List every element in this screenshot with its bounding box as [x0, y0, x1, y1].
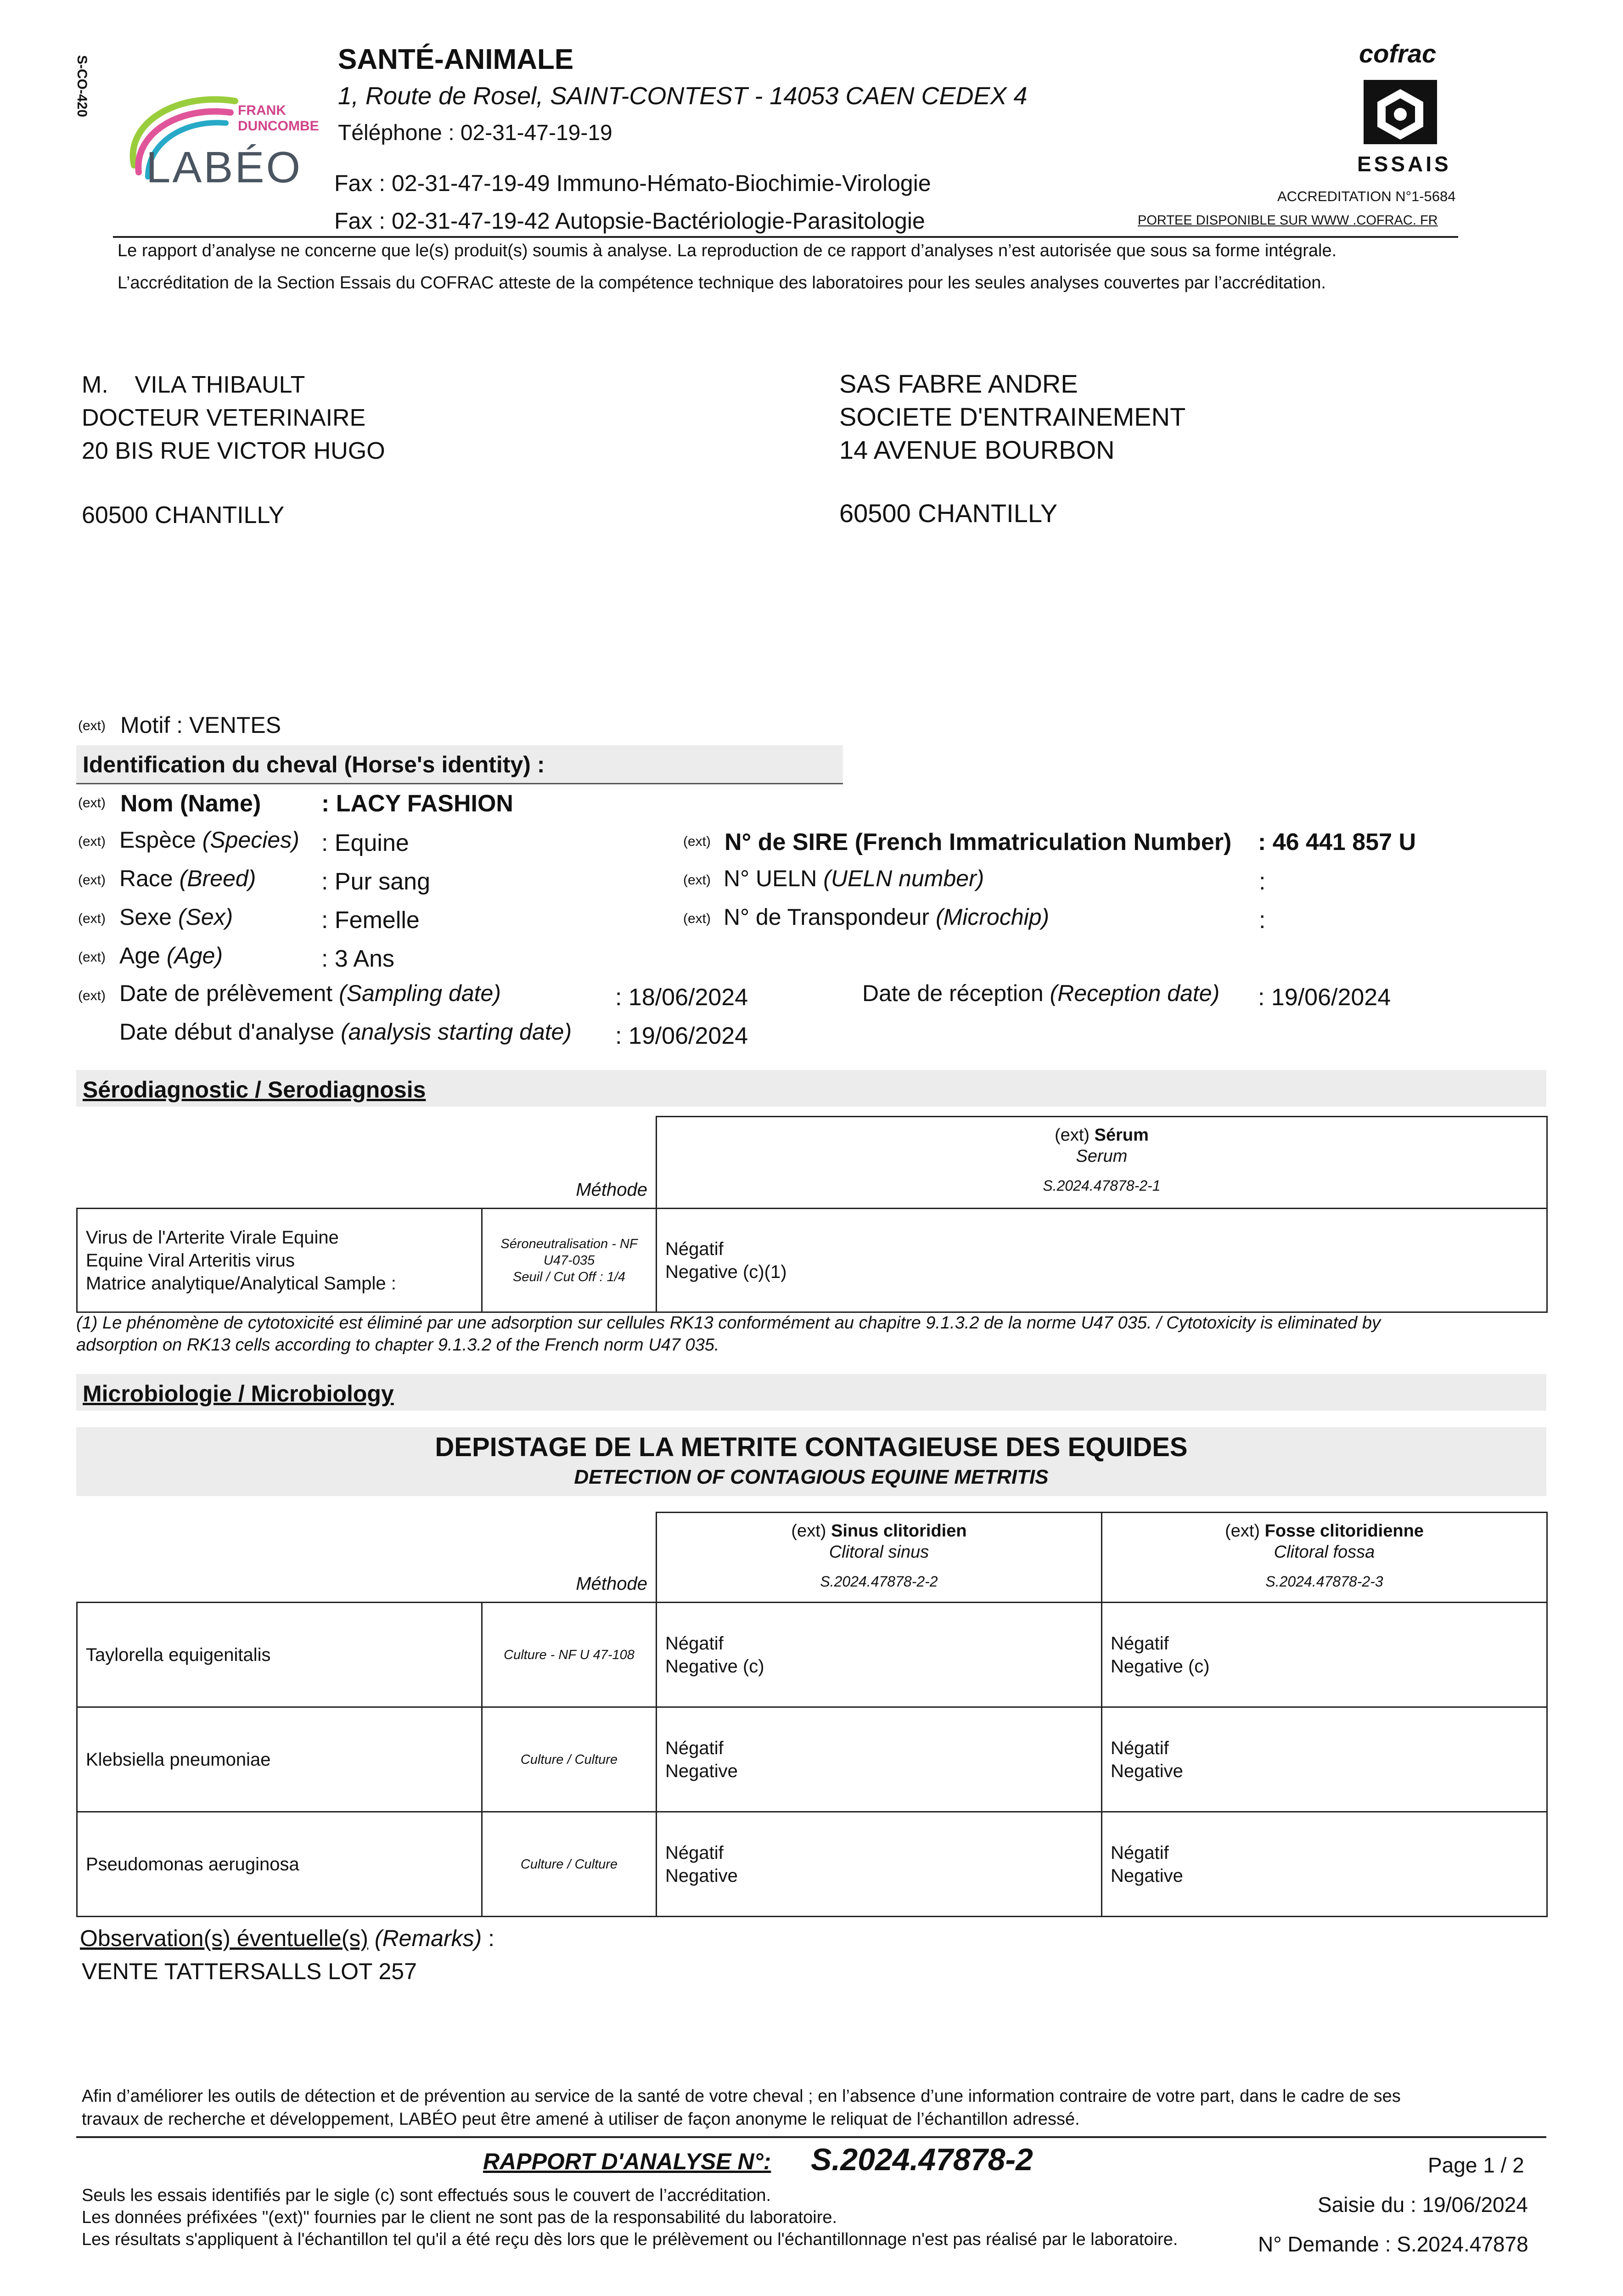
micro-row-method: Culture - NF U 47-108 — [482, 1603, 657, 1707]
remarks-colon: : — [482, 1925, 495, 1951]
vet-address — [82, 368, 385, 532]
result-en: Negative — [665, 1761, 738, 1781]
micro-row-method: Culture / Culture — [482, 1707, 657, 1812]
micro-row-result-1 — [657, 1603, 1102, 1707]
micro-section-title: Microbiologie / Microbiology — [83, 1381, 394, 1407]
transp-fr: N° de Transpondeur — [724, 904, 936, 930]
breed-en: (Breed) — [179, 866, 256, 891]
owner-line-4: 60500 CHANTILLY — [839, 499, 1058, 528]
sero-col-en: Serum — [1076, 1147, 1128, 1166]
result-fr: Négatif — [1111, 1842, 1169, 1863]
result-en: Negative — [1111, 1761, 1183, 1781]
sero-method-l3: Seuil / Cut Off : 1/4 — [513, 1269, 625, 1284]
micro-row-result-2 — [1102, 1812, 1547, 1917]
vet-line-4: 60500 CHANTILLY — [82, 502, 285, 529]
ext-tag: (ext) — [78, 718, 106, 733]
sero-table — [76, 1116, 1548, 1313]
result-fr: Négatif — [1111, 1633, 1169, 1654]
species-en: (Species) — [202, 827, 299, 853]
owner-line-3: 14 AVENUE BOURBON — [839, 435, 1115, 464]
horse-breed-label — [119, 865, 256, 892]
sero-blank — [77, 1117, 482, 1209]
report-number: S.2024.47878-2 — [811, 2142, 1033, 2177]
micro-col-2-ext: (ext) — [1225, 1521, 1265, 1541]
sero-row-label — [77, 1209, 482, 1312]
ext-tag: (ext) — [78, 911, 106, 926]
report-label: RAPPORT D'ANALYSE N°: — [483, 2149, 771, 2174]
footer-note-1: Seuls les essais identifiés par le sigle (c) sont effectués sous le couvert de l’accréditation. — [82, 2186, 771, 2205]
sero-col-ext: (ext) — [1055, 1125, 1095, 1145]
ueln-fr: N° UELN — [724, 866, 824, 891]
sero-result-en: Negative (c)(1) — [665, 1261, 787, 1282]
identification-header: Identification du cheval (Horse's identity) : — [83, 752, 545, 777]
sire-value: : 46 441 857 U — [1258, 829, 1416, 855]
footer-note-3: Les résultats s'appliquent à l'échantillon tel qu'il a été reçu dès lors que le prélèvement ou l'échantillonnage n'est pas réalisé par le laboratoire. — [82, 2230, 1178, 2249]
micro-table — [76, 1512, 1548, 1917]
horse-age-value: : 3 Ans — [321, 945, 394, 972]
cofrac-emblem-icon — [1354, 75, 1446, 149]
reception-date-value: : 19/06/2024 — [1258, 984, 1391, 1011]
result-en: Negative (c) — [1111, 1656, 1210, 1677]
start-en: (analysis starting date) — [341, 1019, 572, 1045]
sero-row-l3: Matrice analytique/Analytical Sample : — [86, 1273, 396, 1294]
sero-col-header — [657, 1117, 1547, 1209]
sampling-en: (Sampling date) — [339, 980, 501, 1006]
sire-label: N° de SIRE (French Immatriculation Number) — [724, 829, 1232, 855]
ueln-en: (UELN number) — [823, 866, 984, 891]
horse-name-label: Nom (Name) — [120, 790, 261, 817]
result-fr: Négatif — [665, 1842, 724, 1863]
reception-date-label — [862, 980, 1219, 1007]
result-en: Negative (c) — [665, 1656, 764, 1677]
owner-line-2: SOCIETE D'ENTRAINEMENT — [839, 402, 1186, 431]
ueln-label — [724, 865, 984, 892]
remarks-fr: Observation(s) éventuelle(s) — [80, 1925, 369, 1951]
micro-col-1-header — [657, 1513, 1102, 1603]
table-row — [77, 1707, 1547, 1812]
micro-col-2-name: Fosse clitoridienne — [1264, 1521, 1424, 1541]
table-row — [77, 1812, 1547, 1917]
cofrac-portee: PORTEE DISPONIBLE SUR WWW .COFRAC. FR — [1138, 213, 1438, 228]
lab-phone: Téléphone : 02-31-47-19-19 — [338, 121, 612, 145]
start-fr: Date début d'analyse — [119, 1019, 341, 1045]
sero-row-l1: Virus de l'Arterite Virale Equine — [86, 1227, 339, 1248]
sero-method-l2: U47-035 — [543, 1253, 595, 1268]
result-fr: Négatif — [665, 1633, 724, 1654]
logo-sub2: DUNCOMBE — [238, 118, 319, 134]
footer-note-2: Les données préfixées "(ext)" fournies par le client ne sont pas de la responsabilité du laboratoire. — [82, 2208, 837, 2227]
micro-col-2-en: Clitoral fossa — [1274, 1542, 1375, 1562]
disclaimer-1: Le rapport d’analyse ne concerne que le(s) produit(s) soumis à analyse. La reproduction de ce rapport d’analyses n’est autorisée que sous sa forme intégrale. — [118, 241, 1337, 260]
start-date-label — [119, 1019, 572, 1045]
micro-title: DEPISTAGE DE LA METRITE CONTAGIEUSE DES EQUIDES — [435, 1432, 1188, 1462]
footer-info-1: Afin d’améliorer les outils de détection et de prévention au service de la santé de votre cheval ; en l’absence d’une information contraire de votre part, dans le cadre de ses — [82, 2087, 1401, 2106]
micro-row-method: Culture / Culture — [482, 1812, 657, 1917]
footer-rule — [76, 2136, 1546, 2138]
transponder-label — [724, 904, 1049, 930]
lab-fax-1: Fax : 02-31-47-19-49 Immuno-Hémato-Biochimie-Virologie — [334, 170, 931, 196]
sero-note-1: (1) Le phénomène de cytotoxicité est éliminé par une adsorption sur cellules RK13 conformément au chapitre 9.1.3.2 de la norme U47 035. / Cytotoxicity is eliminated by — [76, 1313, 1381, 1333]
saisie-date: Saisie du : 19/06/2024 — [1318, 2193, 1528, 2217]
header-rule — [113, 236, 1458, 238]
micro-row-name: Pseudomonas aeruginosa — [77, 1812, 482, 1917]
reception-fr: Date de réception — [862, 980, 1050, 1006]
sampling-date-value: : 18/06/2024 — [615, 984, 748, 1011]
ext-tag: (ext) — [683, 834, 711, 849]
start-date-value: : 19/06/2024 — [615, 1023, 748, 1049]
ext-tag: (ext) — [683, 872, 711, 888]
micro-col-1-ext: (ext) — [791, 1521, 831, 1541]
micro-col-1-en: Clitoral sinus — [829, 1542, 929, 1562]
result-en: Negative — [665, 1865, 738, 1886]
micro-row-result-2 — [1102, 1603, 1547, 1707]
micro-subtitle: DETECTION OF CONTAGIOUS EQUINE METRITIS — [574, 1466, 1049, 1488]
ext-tag: (ext) — [78, 872, 106, 888]
sero-col-name: Sérum — [1094, 1125, 1149, 1145]
remarks-label — [80, 1925, 494, 1952]
micro-row-name: Klebsiella pneumoniae — [77, 1707, 482, 1812]
labeo-logo — [120, 73, 322, 197]
owner-line-1: SAS FABRE ANDRE — [839, 369, 1078, 398]
ext-tag: (ext) — [78, 988, 106, 1003]
sero-section-title: Sérodiagnostic / Serodiagnosis — [83, 1077, 426, 1103]
horse-breed-value: : Pur sang — [321, 868, 431, 895]
ext-tag: (ext) — [683, 911, 711, 926]
species-fr: Espèce — [119, 827, 202, 853]
micro-col-1-name: Sinus clitoridien — [831, 1521, 967, 1541]
breed-fr: Race — [119, 866, 180, 891]
sero-method — [482, 1209, 657, 1312]
vet-line-1: M. VILA THIBAULT — [82, 371, 305, 398]
table-row — [77, 1603, 1547, 1707]
lab-address: 1, Route de Rosel, SAINT-CONTEST - 14053 CAEN CEDEX 4 — [338, 82, 1028, 110]
micro-method-header: Méthode — [482, 1513, 657, 1603]
disclaimer-2: L’accréditation de la Section Essais du COFRAC atteste de la compétence technique des laboratoires pour les seules analyses couvertes par l’accréditation. — [118, 273, 1326, 293]
vet-line-3: 20 BIS RUE VICTOR HUGO — [82, 438, 385, 464]
motif: Motif : VENTES — [120, 712, 281, 738]
sero-method-header: Méthode — [482, 1117, 657, 1209]
sampling-date-label — [119, 980, 501, 1007]
lab-name: SANTÉ-ANIMALE — [338, 44, 574, 75]
micro-row-result-1 — [657, 1812, 1102, 1917]
micro-row-result-2 — [1102, 1707, 1547, 1812]
ext-tag: (ext) — [78, 795, 106, 810]
transponder-value: : — [1259, 907, 1266, 934]
transp-en: (Microchip) — [935, 904, 1050, 930]
age-en: (Age) — [166, 943, 223, 968]
sero-col-id: S.2024.47878-2-1 — [1043, 1177, 1161, 1194]
vet-line-2: DOCTEUR VETERINAIRE — [82, 405, 366, 431]
ext-tag: (ext) — [78, 834, 106, 849]
reception-en: (Reception date) — [1050, 980, 1220, 1006]
sero-row-l2: Equine Viral Arteritis virus — [86, 1250, 295, 1271]
footer-info-2: travaux de recherche et développement, LABÉO peut être amené à utiliser de façon anonyme le reliquat de l’échantillon adressé. — [82, 2110, 1080, 2129]
ext-tag: (ext) — [78, 950, 106, 965]
result-en: Negative — [1111, 1865, 1183, 1886]
page-number: Page 1 / 2 — [1428, 2153, 1524, 2177]
sex-en: (Sex) — [178, 904, 233, 930]
cofrac-bottom: ESSAIS — [1357, 152, 1451, 176]
owner-address — [839, 367, 1185, 530]
sampling-fr: Date de prélèvement — [119, 980, 339, 1006]
demande-number: N° Demande : S.2024.47878 — [1258, 2232, 1528, 2256]
micro-col-1-id: S.2024.47878-2-2 — [820, 1573, 938, 1590]
micro-row-result-1 — [657, 1707, 1102, 1812]
cofrac-top: cofrac — [1359, 39, 1437, 68]
remarks-text: VENTE TATTERSALLS LOT 257 — [82, 1958, 417, 1984]
cofrac-accreditation: ACCREDITATION N°1-5684 — [1277, 188, 1456, 204]
logo-brand: LABÉO — [146, 143, 303, 192]
micro-col-2-id: S.2024.47878-2-3 — [1265, 1573, 1383, 1590]
horse-age-label — [119, 942, 223, 969]
sero-result-fr: Négatif — [665, 1238, 724, 1259]
logo-sub1: FRANK — [238, 103, 286, 118]
horse-name-value: : LACY FASHION — [321, 790, 513, 817]
remarks-en: (Remarks) — [368, 1925, 482, 1951]
micro-blank — [77, 1513, 482, 1603]
horse-sex-label — [119, 904, 233, 930]
sex-fr: Sexe — [119, 904, 178, 930]
lab-fax-2: Fax : 02-31-47-19-42 Autopsie-Bactériologie-Parasitologie — [334, 208, 925, 234]
ueln-value: : — [1259, 868, 1266, 895]
age-fr: Age — [119, 943, 167, 968]
horse-species-label — [119, 827, 299, 853]
horse-sex-value: : Femelle — [321, 907, 420, 934]
document-code: S-CO-420 — [74, 55, 90, 118]
sero-method-l1: Séroneutralisation - NF — [500, 1236, 638, 1251]
result-fr: Négatif — [1111, 1738, 1169, 1758]
result-fr: Négatif — [665, 1738, 724, 1758]
micro-col-2-header — [1102, 1513, 1547, 1603]
sero-note-2: adsorption on RK13 cells according to chapter 9.1.3.2 of the French norm U47 035. — [76, 1335, 719, 1355]
sero-result — [657, 1209, 1547, 1312]
horse-species-value: : Equine — [321, 830, 409, 856]
cofrac-logo — [1354, 39, 1451, 181]
micro-row-name: Taylorella equigenitalis — [77, 1603, 482, 1707]
